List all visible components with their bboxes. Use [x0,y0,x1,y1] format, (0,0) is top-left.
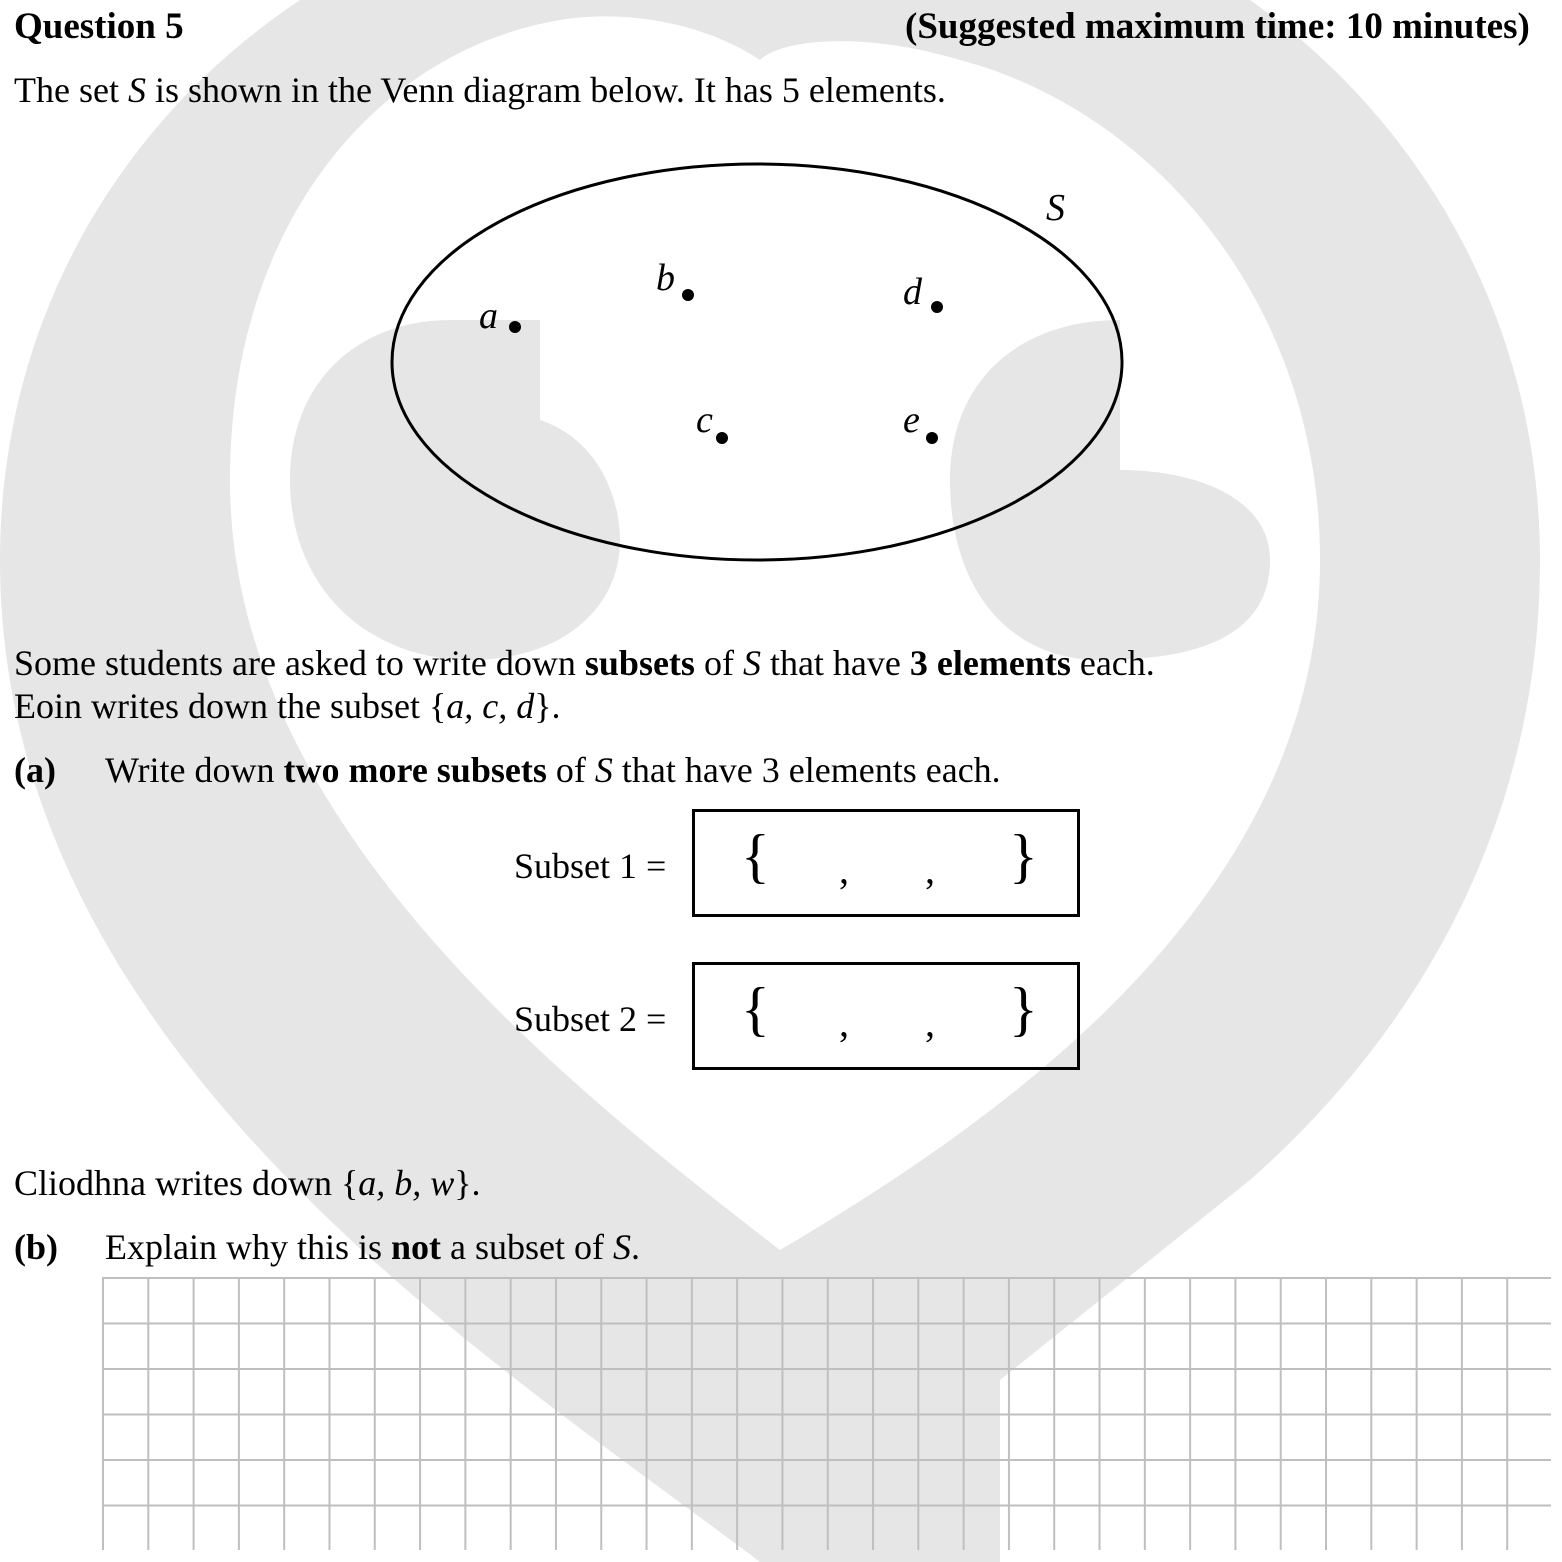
close-brace: } [1009,976,1038,1042]
open-brace: { [741,976,770,1042]
part-b-question: Explain why this is not a subset of S. [105,1227,640,1267]
element-a-dot [509,321,521,333]
element-c-dot [716,432,728,444]
element-b-dot [682,289,694,301]
subset-1-label: Subset 1 = [514,846,667,886]
set-s-label: S [1046,187,1065,229]
element-d-label: d [903,271,922,313]
close-brace: } [1009,823,1038,889]
element-d-dot [931,301,943,313]
subset-2-answer-box[interactable] [692,962,1080,1070]
instruction-line-2: Eoin writes down the subset {a, c, d}. [14,686,561,726]
subset-1-answer-box[interactable] [692,809,1080,917]
element-b-label: b [656,257,675,299]
instruction-line-1: Some students are asked to write down subsets of S that have 3 elements each. [14,643,1155,683]
intro-text: The set S is shown in the Venn diagram below. It has 5 elements. [14,70,946,110]
comma: , [839,1000,849,1045]
element-a-label: a [479,295,498,337]
comma: , [839,847,849,892]
open-brace: { [741,823,770,889]
part-b-label: (b) [14,1227,58,1267]
part-a-label: (a) [14,750,56,790]
answer-grid[interactable] [102,1277,1551,1550]
question-title: Question 5 [14,6,184,47]
element-e-dot [926,432,938,444]
cliodhna-statement: Cliodhna writes down {a, b, w}. [14,1163,481,1203]
part-a-question: Write down two more subsets of S that have 3 elements each. [105,750,1001,790]
element-e-label: e [903,399,920,441]
comma: , [925,847,935,892]
element-c-label: c [696,399,713,441]
set-s-ellipse [392,164,1122,560]
comma: , [925,1000,935,1045]
venn-diagram [0,0,1562,620]
suggested-time: (Suggested maximum time: 10 minutes) [905,6,1530,47]
subset-2-label: Subset 2 = [514,999,667,1039]
